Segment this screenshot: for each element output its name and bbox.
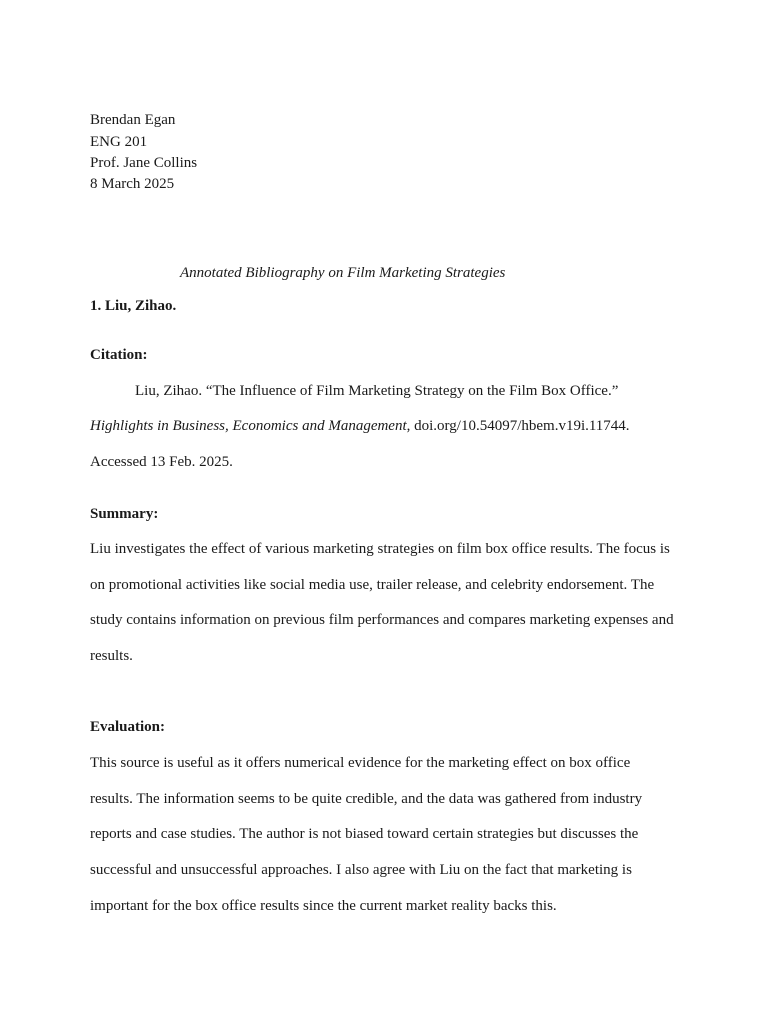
- citation-doi: , doi.org/10.54097/hbem.v19i.11744.: [406, 418, 630, 434]
- summary-line: on promotional activities like social media use, trailer release, and celebrity endorsement. The: [90, 577, 655, 593]
- summary-line: study contains information on previous film performances and compares marketing expenses and: [90, 612, 674, 628]
- citation-label: Citation:: [90, 347, 148, 363]
- evaluation-line: successful and unsuccessful approaches. I also agree with Liu on the fact that marketing is: [90, 862, 632, 878]
- evaluation-line: This source is useful as it offers numerical evidence for the marketing effect on box office: [90, 755, 631, 771]
- citation-journal: Highlights in Business, Economics and Management: [90, 418, 407, 434]
- evaluation-line: results. The information seems to be quite credible, and the data was gathered from industry: [90, 791, 643, 807]
- evaluation-label: Evaluation:: [90, 719, 166, 735]
- document-title: Annotated Bibliography on Film Marketing Strategies: [180, 265, 506, 281]
- author-name: Brendan Egan: [90, 112, 176, 128]
- citation-line-3: Accessed 13 Feb. 2025.: [90, 454, 233, 470]
- entry-heading: 1. Liu, Zihao.: [90, 298, 177, 314]
- professor-name: Prof. Jane Collins: [90, 155, 198, 171]
- evaluation-line: reports and case studies. The author is not biased toward certain strategies but discusses the: [90, 826, 639, 842]
- summary-line: results.: [90, 648, 133, 664]
- citation-line-2: [90, 416, 630, 436]
- course-code: ENG 201: [90, 134, 148, 150]
- summary-line: Liu investigates the effect of various marketing strategies on film box office results. The focus is: [90, 541, 670, 557]
- summary-label: Summary:: [90, 506, 159, 522]
- document-date: 8 March 2025: [90, 176, 175, 192]
- evaluation-line: important for the box office results since the current market reality backs this.: [90, 898, 557, 914]
- citation-line-1: Liu, Zihao. “The Influence of Film Marketing Strategy on the Film Box Office.”: [135, 383, 619, 399]
